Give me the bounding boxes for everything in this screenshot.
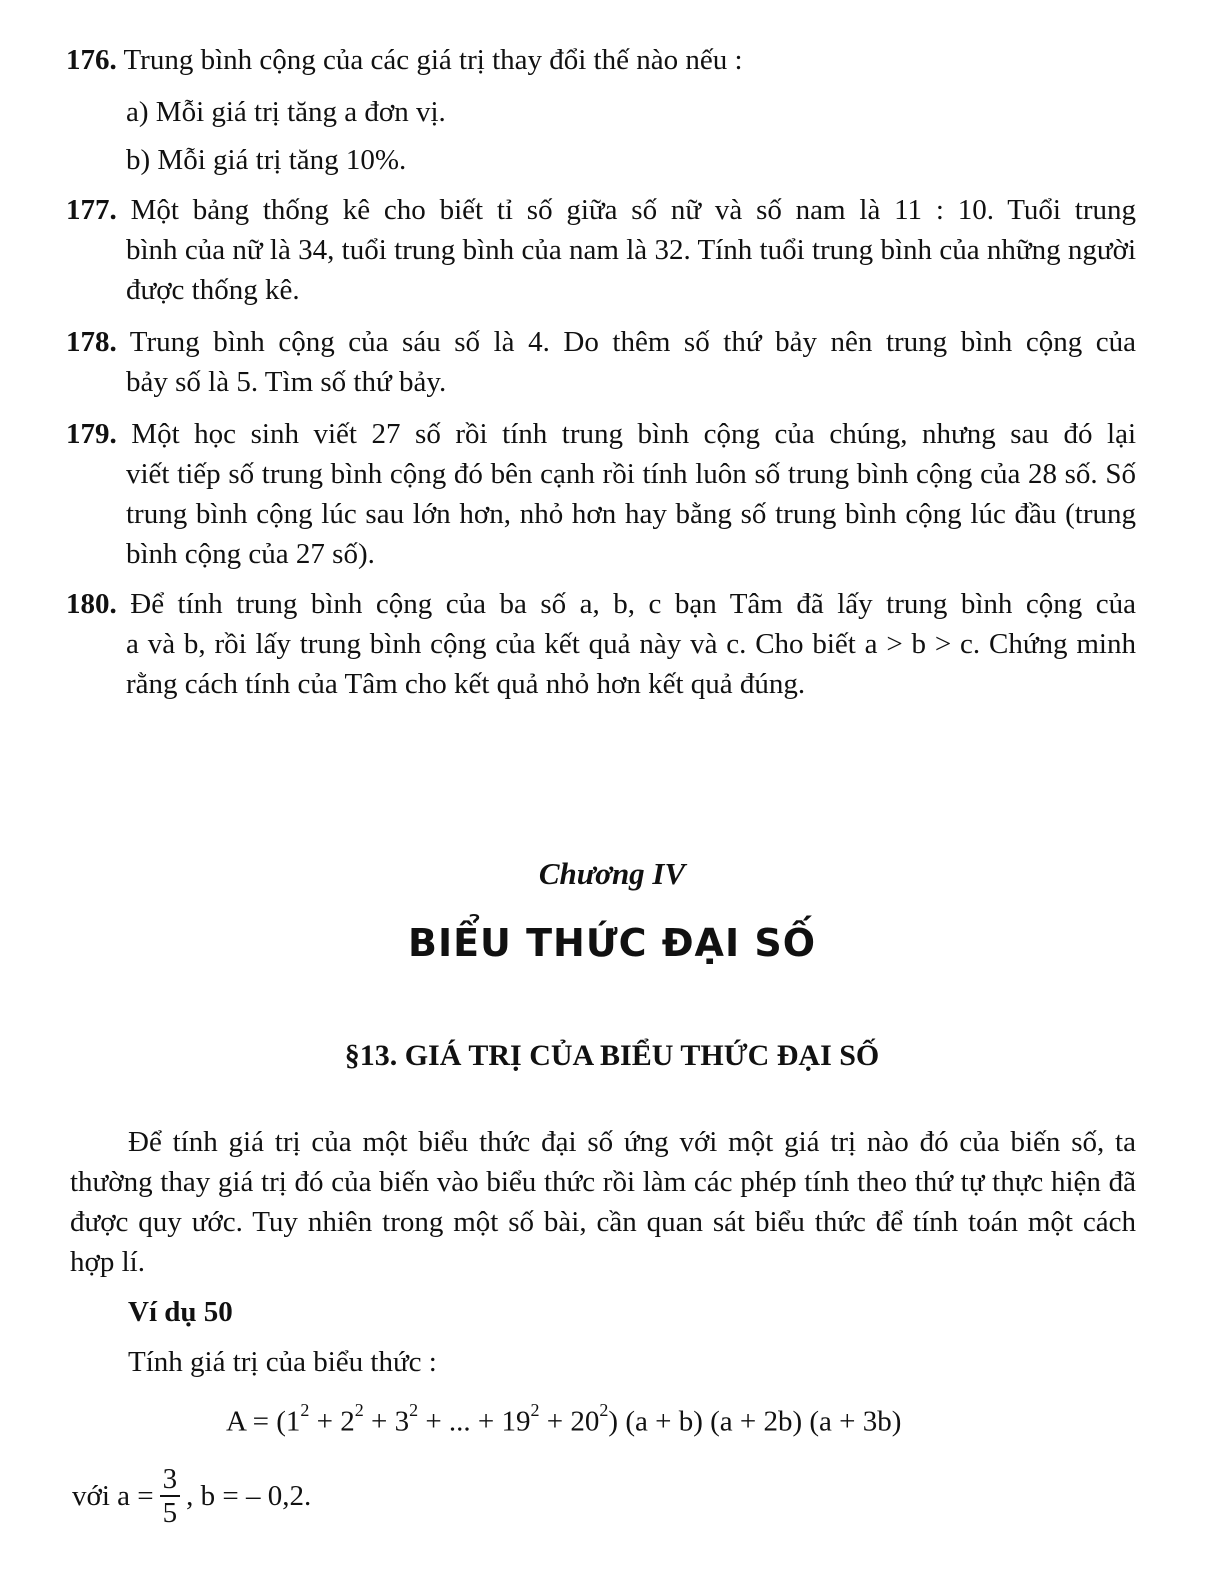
fraction-numerator: 3 [160,1463,181,1497]
formula-exponent: 2 [530,1400,540,1420]
exercise-176-part-b: b) Mỗi giá trị tăng 10%. [126,144,407,176]
exercise-179 [66,414,1136,454]
exercise-text: Trung bình cộng của sáu số là 4. Do thêm số thứ bảy nên trung bình cộng của [129,326,1137,358]
exercise-179-continuation: viết tiếp số trung bình cộng đó bên cạnh rồi tính luôn số trung bình cộng của 28 số. Số trung bình cộng lúc sau lớn hơn, nhỏ hơn hay bằng số trung bình cộng lúc đầu (trung bình cộng của 27 số). [126,458,1136,570]
formula-exponent: 2 [300,1400,310,1420]
formula-term: + ... + 19 [418,1405,531,1438]
condition-suffix: , b = – 0,2. [186,1480,312,1512]
formula-term: + 2 [309,1405,355,1438]
formula-term: + 3 [363,1405,410,1438]
condition-prefix: với a = [72,1480,154,1512]
exercise-number: 177. [66,194,117,226]
exercise-177-continuation: bình của nữ là 34, tuổi trung bình của nam là 32. Tính tuổi trung bình của những người được thống kê. [126,234,1136,306]
formula [226,1394,901,1442]
formula-term: + 20 [539,1405,600,1438]
formula-tail: ) (a + b) (a + 2b) (a + 3b) [608,1405,902,1438]
exercise-text: Để tính trung bình cộng của ba số a, b, c bạn Tâm đã lấy trung bình cộng của [130,588,1136,620]
exercise-178-continuation: bảy số là 5. Tìm số thứ bảy. [126,366,447,398]
formula-lhs: A = (1 [226,1405,301,1438]
chapter-title: BIỂU THỨC ĐẠI SỐ [407,921,817,965]
exercise-number: 180. [66,588,117,620]
exercise-176 [66,40,1136,80]
exercise-number: 179. [66,418,117,450]
formula-exponent: 2 [409,1400,419,1420]
fraction [160,1463,181,1529]
fraction-denominator: 5 [162,1497,178,1529]
condition [72,1456,311,1536]
exercise-177 [66,190,1136,230]
example-prompt: Tính giá trị của biểu thức : [128,1346,437,1378]
exercise-text: Một bảng thống kê cho biết tỉ số giữa số nữ và số nam là 11 : 10. Tuổi trung [130,194,1137,226]
exercise-178 [66,322,1136,362]
chapter-label: Chương IV [538,856,686,891]
exercise-text: Một học sinh viết 27 số rồi tính trung bình cộng của chúng, nhưng sau đó lại [131,418,1136,450]
exercise-number: 176. [66,44,117,76]
exercise-number: 178. [66,326,117,358]
exercise-180 [66,584,1136,624]
section-title: §13. GIÁ TRỊ CỦA BIỂU THỨC ĐẠI SỐ [344,1039,880,1072]
formula-exponent: 2 [599,1400,609,1420]
exercise-text: Trung bình cộng của các giá trị thay đổi thế nào nếu : [123,44,743,76]
exercise-180-continuation: a và b, rồi lấy trung bình cộng của kết quả này và c. Cho biết a > b > c. Chứng minh rằng cách tính của Tâm cho kết quả nhỏ hơn kết quả đúng. [126,628,1136,700]
exercise-176-part-a: a) Mỗi giá trị tăng a đơn vị. [126,96,446,128]
example-label: Ví dụ 50 [128,1296,233,1328]
intro-paragraph: Để tính giá trị của một biểu thức đại số ứng với một giá trị nào đó của biến số, ta thường thay giá trị đó của biến vào biểu thức rồi làm các phép tính theo thứ tự thực hiện đã được quy ước. Tuy nhiên trong một số bài, cần quan sát biểu thức để tính toán một cách hợp lí. [70,1126,1136,1278]
formula-exponent: 2 [354,1400,364,1420]
